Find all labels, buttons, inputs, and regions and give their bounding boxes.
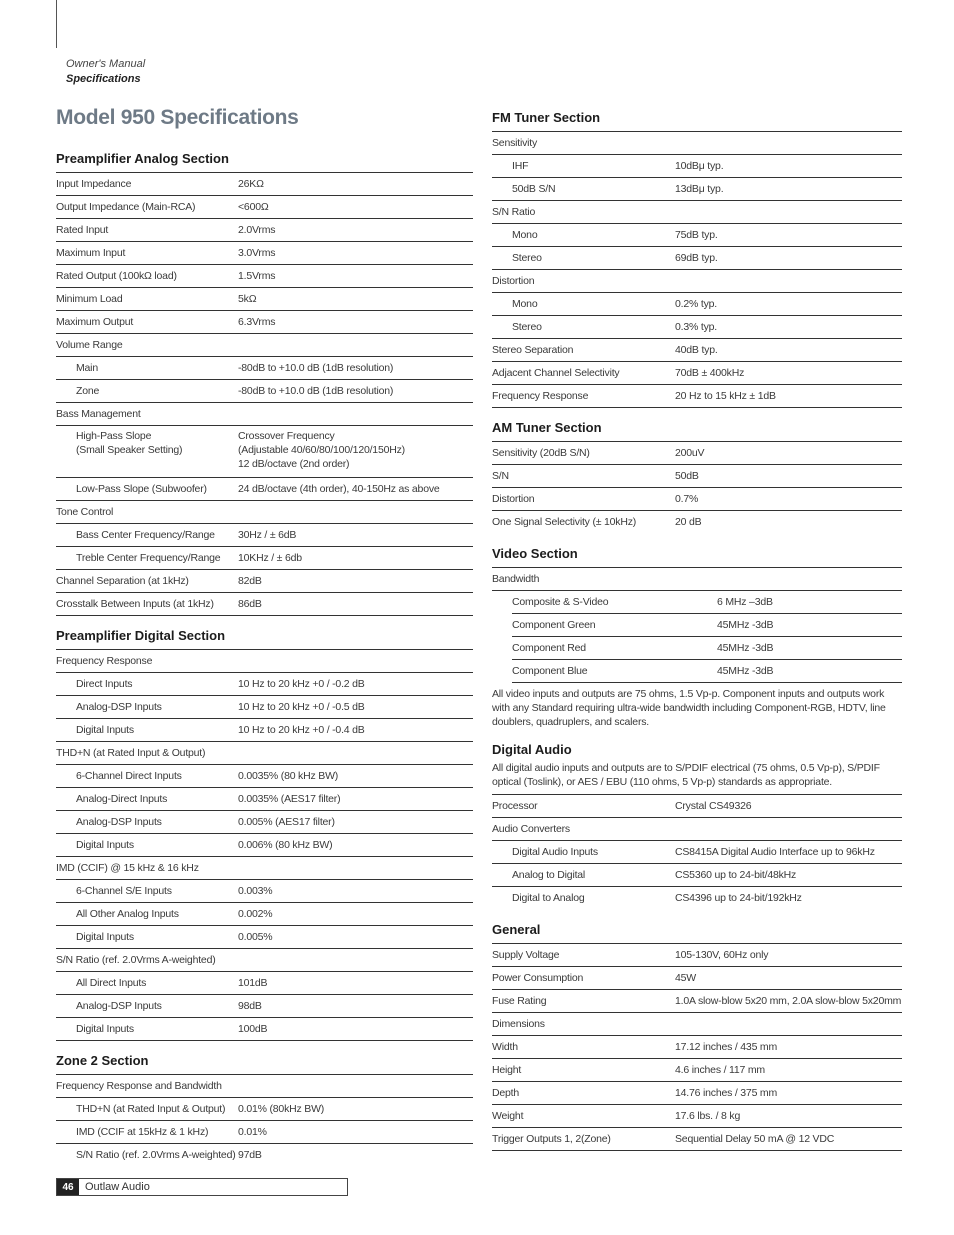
spec-subrow: All Direct Inputs 101dB	[56, 972, 473, 995]
spec-group-row: Distortion	[492, 270, 902, 293]
general-table	[492, 944, 902, 1151]
spec-row: Width 17.12 inches / 435 mm	[492, 1036, 902, 1059]
spec-row: Sensitivity (20dB S/N) 200uV	[492, 442, 902, 465]
spec-group-row: Bandwidth	[492, 568, 902, 591]
spec-group-row: Bass Management	[56, 403, 473, 426]
spec-row: Rated Output (100kΩ load) 1.5Vrms	[56, 265, 473, 288]
margin-rule	[56, 0, 57, 48]
manual-label: Owner's Manual	[66, 58, 146, 70]
spec-group-row: Frequency Response	[56, 650, 473, 673]
spec-subrow: Treble Center Frequency/Range 10KHz / ± 6db	[56, 547, 473, 570]
spec-row: Adjacent Channel Selectivity 70dB ± 400kHz	[492, 362, 902, 385]
spec-row: Output Impedance (Main-RCA) <600Ω	[56, 196, 473, 219]
spec-row: Processor Crystal CS49326	[492, 795, 902, 818]
spec-group-row: Dimensions	[492, 1013, 902, 1036]
preamp-digital-heading: Preamplifier Digital Section	[56, 626, 473, 650]
spec-subrow: Analog-DSP Inputs 10 Hz to 20 kHz +0 / -0.5 dB	[56, 696, 473, 719]
spec-row: S/N 50dB	[492, 465, 902, 488]
spec-group-row: S/N Ratio (ref. 2.0Vrms A-weighted)	[56, 949, 473, 972]
spec-group-row: Audio Converters	[492, 818, 902, 841]
spec-subrow: Mono 75dB typ.	[492, 224, 902, 247]
spec-subrow: Mono 0.2% typ.	[492, 293, 902, 316]
spec-group-row: Frequency Response and Bandwidth	[56, 1075, 473, 1098]
video-heading: Video Section	[492, 544, 902, 568]
preamp-analog-table	[56, 173, 473, 616]
page-footer	[56, 1178, 348, 1196]
spec-subrow: Digital Inputs 0.005%	[56, 926, 473, 949]
page-title: Model 950 Specifications	[56, 106, 299, 129]
spec-subrow: Main -80dB to +10.0 dB (1dB resolution)	[56, 357, 473, 380]
spec-subrow: Direct Inputs 10 Hz to 20 kHz +0 / -0.2 dB	[56, 673, 473, 696]
am-tuner-table	[492, 442, 902, 534]
preamp-digital-table	[56, 650, 473, 1041]
spec-group-row: Volume Range	[56, 334, 473, 357]
spec-row: Channel Separation (at 1kHz) 82dB	[56, 570, 473, 593]
spec-group-row: Sensitivity	[492, 132, 902, 155]
spec-group-row: Tone Control	[56, 501, 473, 524]
spec-subrow: Digital Inputs 10 Hz to 20 kHz +0 / -0.4 dB	[56, 719, 473, 742]
digital-audio-note: All digital audio inputs and outputs are to S/PDIF electrical (75 ohms, 0.5 Vp-p), S/PDIF optical (Toslink), or AES / EBU (110 ohms, 5 Vp-p) standards as appropriate.	[492, 760, 902, 795]
spec-group-row: THD+N (at Rated Input & Output)	[56, 742, 473, 765]
digital-audio-heading: Digital Audio	[492, 742, 572, 757]
am-tuner-heading: AM Tuner Section	[492, 418, 902, 442]
spec-subrow: 6-Channel Direct Inputs 0.0035% (80 kHz BW)	[56, 765, 473, 788]
left-column	[56, 149, 473, 1167]
spec-row: Minimum Load 5kΩ	[56, 288, 473, 311]
spec-subrow: Analog-Direct Inputs 0.0035% (AES17 filter)	[56, 788, 473, 811]
spec-row: Weight 17.6 lbs. / 8 kg	[492, 1105, 902, 1128]
spec-subrow: Digital Inputs 0.006% (80 kHz BW)	[56, 834, 473, 857]
general-heading: General	[492, 920, 902, 944]
page-number: 46	[57, 1179, 79, 1195]
right-column	[492, 108, 902, 1151]
section-label: Specifications	[66, 73, 141, 85]
spec-subrow: Composite & S-Video 6 MHz –3dB	[512, 591, 902, 614]
spec-row: Maximum Input 3.0Vrms	[56, 242, 473, 265]
spec-subrow: Stereo 69dB typ.	[492, 247, 902, 270]
spec-subrow: Low-Pass Slope (Subwoofer) 24 dB/octave (4th order), 40-150Hz as above	[56, 478, 473, 501]
fm-tuner-heading: FM Tuner Section	[492, 108, 902, 132]
spec-group-row: IMD (CCIF) @ 15 kHz & 16 kHz	[56, 857, 473, 880]
spec-row: Rated Input 2.0Vrms	[56, 219, 473, 242]
spec-subrow: Analog to Digital CS5360 up to 24-bit/48kHz	[492, 864, 902, 887]
spec-subrow: 6-Channel S/E Inputs 0.003%	[56, 880, 473, 903]
spec-subrow: S/N Ratio (ref. 2.0Vrms A-weighted) 97dB	[76, 1149, 262, 1161]
spec-subrow: Bass Center Frequency/Range 30Hz / ± 6dB	[56, 524, 473, 547]
spec-row: Stereo Separation 40dB typ.	[492, 339, 902, 362]
spec-subrow: IHF 10dBμ typ.	[492, 155, 902, 178]
spec-subrow: High-Pass Slope (Small Speaker Setting) Crossover Frequency (Adjustable 40/60/80/100/120/150Hz) 12 dB/octave (2nd order)	[56, 426, 473, 478]
spec-subrow: Digital to Analog CS4396 up to 24-bit/192kHz	[512, 892, 802, 904]
spec-row: Power Consumption 45W	[492, 967, 902, 990]
footer-brand: Outlaw Audio	[85, 1181, 150, 1193]
spec-subrow: All Other Analog Inputs 0.002%	[56, 903, 473, 926]
spec-row: Maximum Output 6.3Vrms	[56, 311, 473, 334]
spec-row: Crosstalk Between Inputs (at 1kHz) 86dB	[56, 593, 473, 616]
spec-subrow: Analog-DSP Inputs 0.005% (AES17 filter)	[56, 811, 473, 834]
spec-row: Trigger Outputs 1, 2(Zone) Sequential Delay 50 mA @ 12 VDC	[492, 1128, 902, 1151]
spec-subrow: Stereo 0.3% typ.	[492, 316, 902, 339]
spec-subrow: 50dB S/N 13dBμ typ.	[492, 178, 902, 201]
spec-subrow: Component Blue 45MHz -3dB	[512, 660, 902, 683]
spec-subrow: Component Red 45MHz -3dB	[512, 637, 902, 660]
spec-subrow: IMD (CCIF at 15kHz & 1 kHz) 0.01%	[56, 1121, 473, 1144]
spec-row: Supply Voltage 105-130V, 60Hz only	[492, 944, 902, 967]
zone2-heading: Zone 2 Section	[56, 1051, 473, 1075]
spec-subrow: Zone -80dB to +10.0 dB (1dB resolution)	[56, 380, 473, 403]
spec-subrow: Component Green 45MHz -3dB	[512, 614, 902, 637]
zone2-table	[56, 1075, 473, 1167]
digital-audio-table	[492, 795, 902, 910]
spec-subrow: Digital Audio Inputs CS8415A Digital Audio Interface up to 96kHz	[492, 841, 902, 864]
spec-row: Depth 14.76 inches / 375 mm	[492, 1082, 902, 1105]
preamp-analog-heading: Preamplifier Analog Section	[56, 149, 473, 173]
spec-group-row: S/N Ratio	[492, 201, 902, 224]
spec-subrow: Digital Inputs 100dB	[56, 1018, 473, 1041]
spec-subrow: Analog-DSP Inputs 98dB	[56, 995, 473, 1018]
fm-tuner-table	[492, 132, 902, 408]
spec-row: Distortion 0.7%	[492, 488, 902, 511]
running-header	[66, 57, 145, 87]
spec-row: One Signal Selectivity (± 10kHz) 20 dB	[492, 516, 702, 528]
spec-row: Frequency Response 20 Hz to 15 kHz ± 1dB	[492, 385, 902, 408]
video-note: All video inputs and outputs are 75 ohms, 1.5 Vp-p. Component inputs and outputs work with any Standard requiring ultra-wide bandwidth including Component-RGB, HDTV, line doublers, quadruplers, and scalers.	[492, 688, 886, 728]
video-table	[492, 568, 902, 683]
spec-row: Fuse Rating 1.0A slow-blow 5x20 mm, 2.0A slow-blow 5x20mm	[492, 990, 902, 1013]
spec-row: Input Impedance 26KΩ	[56, 173, 473, 196]
spec-row: Height 4.6 inches / 117 mm	[492, 1059, 902, 1082]
spec-subrow: THD+N (at Rated Input & Output) 0.01% (80kHz BW)	[56, 1098, 473, 1121]
